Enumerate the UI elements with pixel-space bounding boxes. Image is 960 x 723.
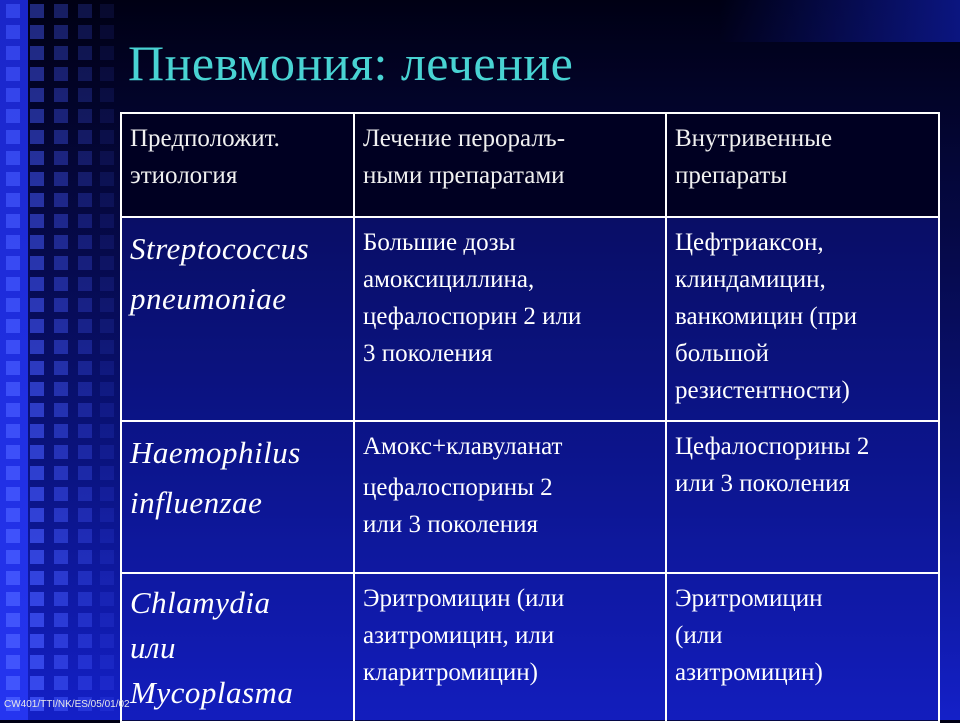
iv-text: ванкомицин (при (675, 303, 858, 330)
decorative-square (54, 4, 68, 18)
decorative-square (78, 109, 92, 123)
decorative-square (78, 88, 92, 102)
decorative-square (54, 109, 68, 123)
organism-text: Streptococcus (130, 231, 310, 266)
decorative-square (78, 613, 92, 627)
organism-text: Chlamydia (130, 585, 271, 620)
treatment-table (120, 112, 940, 723)
oral-text: азитромицин, или (363, 622, 555, 649)
decorative-square (6, 508, 20, 522)
header-text: ными препаратами (363, 162, 565, 189)
header-text: Внутривенные (675, 125, 833, 152)
decorative-square (54, 424, 68, 438)
iv-cell (666, 573, 939, 722)
header-text: Лечение пероралъ- (363, 125, 566, 152)
decorative-square (30, 319, 44, 333)
oral-text: Эритромицин (или (363, 585, 565, 612)
decorative-square (78, 592, 92, 606)
oral-text: или 3 поколения (363, 511, 538, 538)
decorative-square (30, 298, 44, 312)
decorative-square (6, 445, 20, 459)
decorative-square (78, 46, 92, 60)
decorative-square (78, 403, 92, 417)
organism-text: Mycoplasma (130, 675, 294, 710)
decorative-square (100, 361, 114, 375)
decorative-square (54, 655, 68, 669)
decorative-square (78, 634, 92, 648)
decorative-square (6, 298, 20, 312)
decorative-square (78, 4, 92, 18)
oral-text: цефалоспорины 2 (363, 474, 553, 501)
decorative-square (54, 88, 68, 102)
iv-text: Цефтриаксон, (675, 229, 824, 256)
decorative-square (30, 361, 44, 375)
decorative-square (100, 550, 114, 564)
decorative-square (78, 130, 92, 144)
decorative-square (30, 613, 44, 627)
decorative-square (78, 529, 92, 543)
organism-cell (121, 573, 354, 722)
decorative-square (54, 46, 68, 60)
iv-cell (666, 421, 939, 573)
decorative-square (30, 109, 44, 123)
decorative-square (54, 592, 68, 606)
organism-text: pneumoniae (130, 281, 287, 316)
decorative-square (100, 130, 114, 144)
oral-cell (354, 573, 666, 722)
decorative-square (30, 382, 44, 396)
decorative-square (100, 4, 114, 18)
organism-text: Haemophilus (130, 435, 301, 470)
decorative-square (78, 193, 92, 207)
decorative-square (78, 235, 92, 249)
decorative-square (54, 529, 68, 543)
decorative-square (30, 424, 44, 438)
decorative-square (78, 214, 92, 228)
decorative-square (78, 25, 92, 39)
decorative-square (30, 214, 44, 228)
decorative-square (100, 655, 114, 669)
decorative-square (100, 403, 114, 417)
decorative-square (54, 214, 68, 228)
decorative-square (78, 676, 92, 690)
decorative-square (54, 25, 68, 39)
decorative-square (6, 130, 20, 144)
decorative-square (6, 256, 20, 270)
decorative-square (78, 151, 92, 165)
decorative-square (100, 592, 114, 606)
decorative-square (100, 466, 114, 480)
decorative-square (100, 193, 114, 207)
decorative-square (78, 550, 92, 564)
decorative-square (30, 550, 44, 564)
decorative-square (30, 67, 44, 81)
decorative-square (54, 550, 68, 564)
decorative-square (6, 382, 20, 396)
top-right-band (720, 0, 960, 42)
decorative-square (54, 403, 68, 417)
decorative-square (6, 676, 20, 690)
decorative-square (100, 214, 114, 228)
oral-text: Амокс+клавуланат (363, 433, 563, 460)
decorative-square (54, 361, 68, 375)
decorative-square (54, 466, 68, 480)
decorative-square (54, 193, 68, 207)
decorative-square (6, 424, 20, 438)
decorative-square (100, 151, 114, 165)
decorative-square (6, 67, 20, 81)
decorative-square (30, 571, 44, 585)
decorative-square (54, 256, 68, 270)
decorative-square (6, 403, 20, 417)
iv-text: Эритромицин (675, 585, 823, 612)
decorative-square (78, 466, 92, 480)
decorative-square (30, 529, 44, 543)
decorative-square (78, 256, 92, 270)
decorative-square (100, 298, 114, 312)
decorative-square (54, 67, 68, 81)
decorative-square (6, 25, 20, 39)
decorative-square (54, 613, 68, 627)
decorative-square (100, 508, 114, 522)
decorative-square (54, 277, 68, 291)
decorative-square (30, 508, 44, 522)
iv-text: клиндамицин, (675, 266, 826, 293)
decorative-square (78, 655, 92, 669)
decorative-square (78, 571, 92, 585)
decorative-square (30, 592, 44, 606)
header-iv (666, 113, 939, 217)
decorative-square (100, 676, 114, 690)
decorative-square (30, 445, 44, 459)
decorative-square (54, 487, 68, 501)
iv-text: (или (675, 622, 723, 649)
decorative-square (6, 172, 20, 186)
decorative-square (100, 487, 114, 501)
decorative-square (78, 340, 92, 354)
organism-cell (121, 217, 354, 421)
decorative-square (30, 256, 44, 270)
oral-text: Большие дозы (363, 229, 516, 256)
decorative-square (100, 172, 114, 186)
decorative-square (54, 235, 68, 249)
decorative-square (100, 235, 114, 249)
decorative-square (54, 445, 68, 459)
decorative-square (6, 529, 20, 543)
decorative-square (54, 151, 68, 165)
decorative-square (30, 4, 44, 18)
decorative-square (100, 67, 114, 81)
oral-cell (354, 217, 666, 421)
table-row-streptococcus (121, 217, 939, 421)
decorative-square (6, 592, 20, 606)
decorative-square (54, 676, 68, 690)
decorative-square (30, 634, 44, 648)
decorative-square (78, 319, 92, 333)
decorative-square (78, 487, 92, 501)
decorative-square (78, 172, 92, 186)
decorative-square (30, 172, 44, 186)
oral-cell (354, 421, 666, 573)
decorative-square (6, 634, 20, 648)
decorative-square (30, 487, 44, 501)
decorative-square (100, 277, 114, 291)
decorative-square (30, 130, 44, 144)
decorative-square (30, 25, 44, 39)
decorative-square (100, 46, 114, 60)
decorative-square (30, 466, 44, 480)
oral-text: амоксициллина, (363, 266, 535, 293)
decorative-square (30, 46, 44, 60)
decorative-square (6, 46, 20, 60)
decorative-square (78, 508, 92, 522)
header-text: этиология (130, 162, 238, 189)
decorative-square (100, 634, 114, 648)
decorative-square (6, 151, 20, 165)
decorative-square (6, 571, 20, 585)
decorative-square (6, 466, 20, 480)
decorative-square (100, 571, 114, 585)
decorative-square (100, 109, 114, 123)
decorative-square (30, 277, 44, 291)
iv-text: или 3 поколения (675, 470, 850, 497)
header-text: препараты (675, 162, 788, 189)
organism-text: influenzae (130, 485, 263, 520)
decorative-squares (0, 0, 120, 720)
decorative-square (100, 319, 114, 333)
decorative-square (100, 88, 114, 102)
decorative-square (6, 277, 20, 291)
decorative-square (30, 340, 44, 354)
decorative-square (100, 382, 114, 396)
decorative-square (30, 655, 44, 669)
decorative-square (78, 67, 92, 81)
decorative-square (100, 529, 114, 543)
table-header-row (121, 113, 939, 217)
decorative-square (54, 340, 68, 354)
decorative-square (54, 298, 68, 312)
decorative-square (6, 340, 20, 354)
decorative-square (78, 382, 92, 396)
decorative-square (100, 25, 114, 39)
decorative-square (54, 172, 68, 186)
decorative-square (54, 130, 68, 144)
decorative-square (100, 340, 114, 354)
decorative-square (6, 235, 20, 249)
decorative-square (6, 550, 20, 564)
decorative-square (30, 403, 44, 417)
iv-text: азитромицин) (675, 659, 823, 686)
decorative-square (6, 487, 20, 501)
oral-text: цефалоспорин 2 или (363, 303, 582, 330)
iv-text: резистентности) (675, 377, 850, 404)
page-title: Пневмония: лечение (128, 35, 574, 91)
decorative-square (6, 655, 20, 669)
header-oral (354, 113, 666, 217)
decorative-square (54, 571, 68, 585)
decorative-square (78, 424, 92, 438)
organism-text: или (130, 630, 177, 665)
decorative-square (78, 298, 92, 312)
decorative-square (30, 88, 44, 102)
iv-cell (666, 217, 939, 421)
table-row-haemophilus (121, 421, 939, 573)
decorative-square (30, 151, 44, 165)
decorative-square (6, 319, 20, 333)
decorative-square (6, 109, 20, 123)
decorative-square (6, 4, 20, 18)
decorative-square (100, 256, 114, 270)
decorative-square (6, 361, 20, 375)
decorative-square (6, 613, 20, 627)
iv-text: большой (675, 340, 769, 367)
decorative-square (54, 508, 68, 522)
header-text: Предположит. (130, 125, 280, 152)
decorative-square (100, 445, 114, 459)
decorative-square (54, 382, 68, 396)
decorative-square (54, 634, 68, 648)
decorative-square (54, 319, 68, 333)
decorative-square (78, 277, 92, 291)
decorative-square (100, 424, 114, 438)
decorative-square (30, 193, 44, 207)
header-etiology (121, 113, 354, 217)
decorative-square (100, 613, 114, 627)
table-row-chlamydia (121, 573, 939, 722)
iv-text: Цефалоспорины 2 (675, 433, 870, 460)
decorative-square (6, 88, 20, 102)
oral-text: кларитромицин) (363, 659, 539, 686)
decorative-square (78, 445, 92, 459)
footer-code: CW401/TTI/NK/ES/05/01/02 (4, 699, 130, 710)
decorative-square (6, 193, 20, 207)
oral-text: 3 поколения (363, 340, 493, 367)
organism-cell (121, 421, 354, 573)
decorative-square (30, 235, 44, 249)
decorative-square (78, 361, 92, 375)
decorative-square (30, 676, 44, 690)
decorative-square (6, 214, 20, 228)
